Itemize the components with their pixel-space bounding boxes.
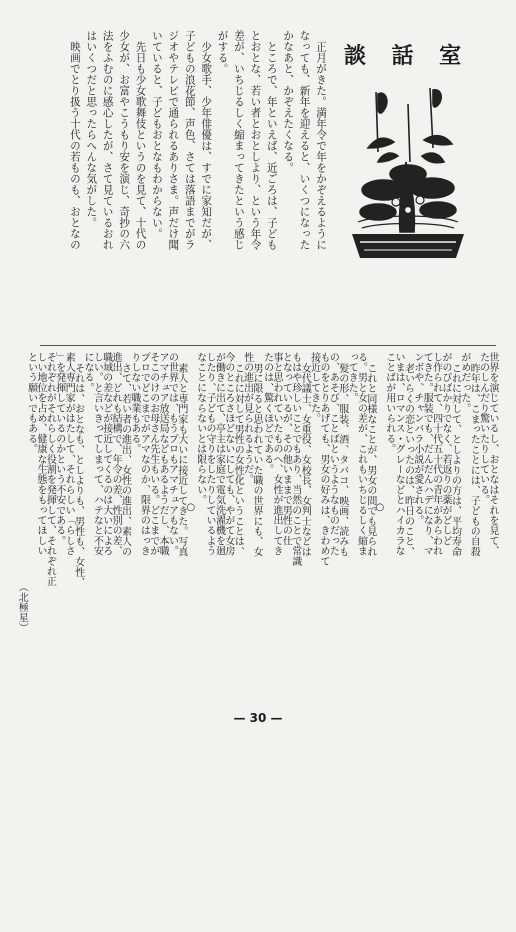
text-column: が働きに出て、亭主は家庭で電気洗濯機を廻 — [213, 352, 225, 556]
text-column: なことにならないとは限らない。 — [194, 352, 206, 505]
column-heading — [332, 30, 482, 78]
text-column: ことばが用いられる。 — [383, 352, 395, 454]
text-column: もはや珍しいことでもあり、当然のことで常識 — [289, 352, 301, 567]
text-column: がのびばかりでなく、若返りの薬がどしど — [440, 352, 452, 546]
text-column: となっているが、その他いままで男性の仕 — [280, 352, 292, 546]
text-column: 法をふむのに感心したが、さて見ているおれ — [101, 30, 114, 250]
text-column: の、あそび、ことばというようなものだった — [327, 352, 339, 556]
text-column: いまは、ロマンス・グレーなどとハイカラな — [393, 352, 405, 556]
text-column: とおとな、若い者とおとしより、という年令 — [249, 30, 262, 250]
section-break-mark: ○ — [185, 502, 197, 514]
text-column: 正月がきた。満年令で年をかぞえるように — [315, 40, 327, 250]
page-title: 談 話 室 — [343, 43, 471, 69]
text-column: てきた。服装でも、だんだんハデになり、マ — [421, 352, 433, 556]
text-column: 性の進出が見られるようだ。 — [241, 352, 253, 485]
text-column: ところで、年といえば、近ごろは、子ども — [265, 40, 278, 250]
text-column: しい地位を占め、健康な生態をもってほしい — [35, 352, 47, 556]
lower-text-band — [261, 352, 498, 702]
text-column: プロでどこまでがアマなのか、限界のはっき — [138, 352, 150, 556]
text-column: 映画でとり扱う十代の若ものも、おとなの — [68, 40, 81, 250]
text-column: これに対して、としよりの方は、平均寿命 — [449, 362, 461, 557]
text-column: 今のところさほどないにしても、やがて女房 — [222, 352, 234, 556]
text-column: したり、子どもの守りをしたりしているよう — [204, 352, 216, 556]
text-column: 素人と専門家も大いに接近してきた。写真 — [175, 362, 187, 557]
text-column: 少女が、お富やこうもり安を演じ、奇抄の六 — [118, 30, 131, 250]
text-column: ンボや、チャンバラ小説が愛される。 — [411, 352, 423, 526]
text-column: さて、若い者の進出、女性の進出、素人の — [119, 362, 131, 557]
text-column: 世界を演じているし、おとなはそれを見て、 — [487, 352, 498, 556]
text-column: これに対して男性の女性化ということは、 — [232, 362, 244, 557]
text-column: 男に限ると思われていた職の世界にも、女 — [251, 362, 262, 557]
text-column: ってきた。 — [346, 352, 358, 403]
text-column: ジオやテレビで通られるありさま。声だけ聞 — [167, 30, 180, 250]
text-column: たのしんだり驚いたりしている。 — [477, 352, 489, 505]
text-column: 素人専門家がはたして、それらしい「らしさ — [63, 352, 75, 556]
text-column: 事と思われていたものへ、女性が進出してき — [271, 352, 283, 556]
text-column: かなあと、かぞえたくなる。 — [282, 30, 295, 173]
text-column: 」を発揮しているのかという不安である。 — [53, 352, 65, 546]
text-column: 職域の差などが接近してくるのは大いによろ — [100, 352, 112, 556]
text-column: 先日も少女歌舞伎というのを見て、十代の — [134, 40, 147, 250]
text-column: 老いらくの恋といったのは、昨日のこと、 — [402, 362, 414, 557]
text-column: 子どもの浪花節、声色、さては落語までがラ — [183, 30, 196, 250]
text-column: りしない職業もある。 — [128, 352, 140, 454]
text-column: る。男と女の差が、これもいちじるしく縮ま — [355, 352, 367, 556]
text-column: になる。 — [81, 352, 93, 393]
text-column: の世界では、もうプロもアマチュアもない。 — [166, 352, 178, 556]
text-column: 少女歌手、少年俳優は、すでに家知だが、 — [200, 40, 213, 250]
text-column: たのは、驚くほどである。 — [261, 352, 273, 475]
page-number: — 30 — — [233, 711, 283, 725]
top-text-band — [40, 30, 328, 340]
text-column: それぞれがそれらしく役割を発揮して、それぞれ正 — [44, 352, 56, 587]
text-column: ものをとりあげても、男女の好みは、きわめて — [317, 352, 329, 567]
text-column: 差が、いちじるしく縮まってきたという感じ — [232, 30, 245, 250]
text-column: しい。と言いきってしまって、ハテなと不安 — [91, 352, 103, 556]
text-column: 接近してきた。 — [308, 352, 320, 424]
text-column: これと同様なことが、男女の間でも見られ — [364, 362, 376, 557]
lower-text-band-left — [16, 352, 262, 702]
section-break-mark: ○ — [374, 502, 386, 514]
text-column: がめだった。 — [458, 352, 470, 414]
text-column: そこのけのお母さん先生もいる。どこまでが — [147, 352, 159, 556]
text-column: はいくつだと思ったらへんな気がした。 — [85, 30, 98, 228]
text-column: という願いでもある。 — [25, 352, 37, 454]
text-column: 女代議士、女重役、女校長、女判士などは — [299, 362, 311, 557]
text-column: 進出、どれも結構で、年令の差、性別の差、 — [110, 352, 122, 556]
text-column: それは、おとなも、としよりも、男性も、女性、 — [72, 362, 84, 587]
text-column: いていると、子どもおとなもわからない。 — [150, 30, 163, 239]
text-column: 髪の形、服装、酒、タバコ、映画、読みも — [336, 362, 348, 557]
text-column: 昨年は、こまったことには、子どもの自殺 — [468, 362, 480, 557]
section-divider — [40, 345, 496, 346]
text-column: し作られて、四十代五十代の青年があらわれ — [430, 352, 442, 556]
text-column: がする。 — [216, 30, 229, 74]
author-signature: （北極星） — [16, 582, 28, 633]
text-column: なっても、新年を迎えると、いくつになった — [298, 30, 311, 250]
new-year-illustration — [338, 82, 478, 272]
text-column: アマチュア放送局などもあるようだし、本職 — [157, 352, 169, 556]
